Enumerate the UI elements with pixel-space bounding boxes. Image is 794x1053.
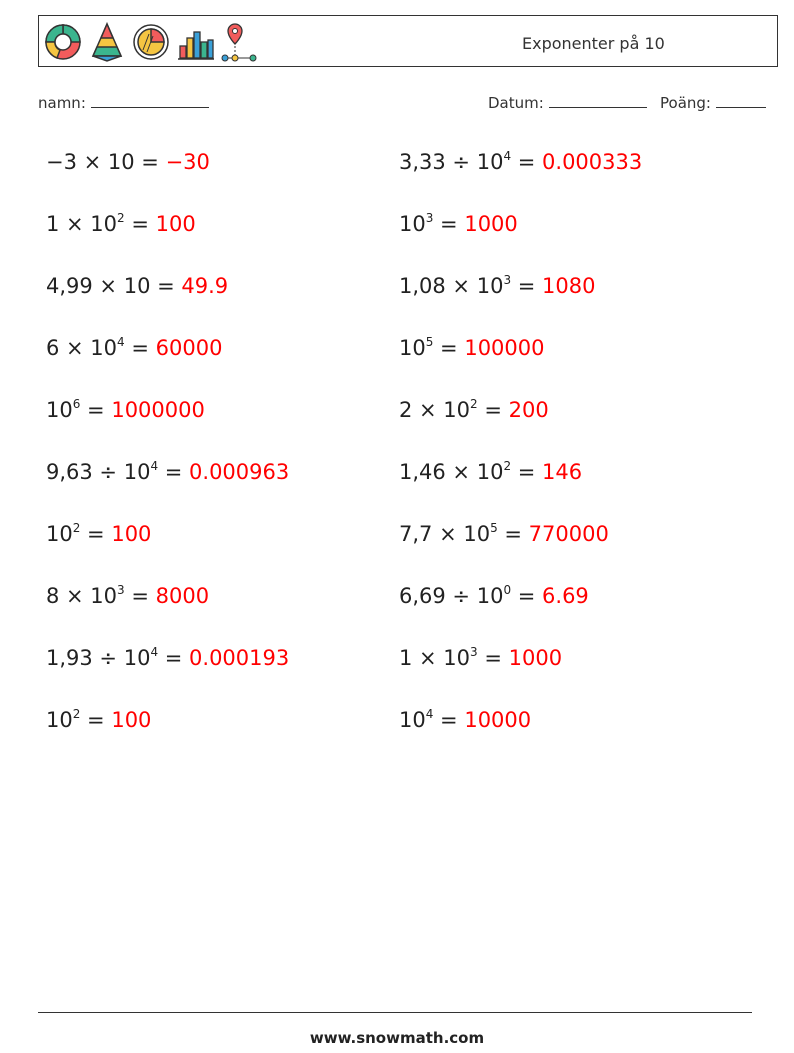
equals-sign: = bbox=[497, 522, 529, 546]
answer: 100 bbox=[155, 212, 196, 236]
problem-expression: 10 bbox=[46, 398, 73, 422]
answer: 0.000333 bbox=[542, 150, 643, 174]
date-line[interactable] bbox=[549, 93, 647, 108]
score-line[interactable] bbox=[716, 93, 766, 108]
problem-item bbox=[46, 397, 205, 423]
equals-sign: = bbox=[477, 398, 509, 422]
equals-sign: = bbox=[511, 460, 543, 484]
problem-item bbox=[46, 521, 151, 547]
worksheet-title: Exponenter på 10 bbox=[522, 34, 665, 53]
problem-expression: 4,99 × 10 bbox=[46, 274, 151, 298]
problem-item bbox=[399, 273, 595, 299]
equals-sign: = bbox=[158, 460, 190, 484]
exponent: 4 bbox=[150, 459, 159, 473]
problem-item bbox=[399, 459, 582, 485]
worksheet-header bbox=[38, 15, 778, 67]
problem-expression: −3 × 10 bbox=[46, 150, 135, 174]
problem-item bbox=[46, 459, 289, 485]
answer: 60000 bbox=[155, 336, 223, 360]
equals-sign: = bbox=[433, 212, 465, 236]
exponent: 3 bbox=[425, 211, 434, 225]
date-field bbox=[488, 93, 647, 112]
equals-sign: = bbox=[433, 708, 465, 732]
problem-expression: 1,46 × 10 bbox=[399, 460, 504, 484]
problem-expression: 8 × 10 bbox=[46, 584, 118, 608]
problem-item bbox=[46, 335, 222, 361]
problem-expression: 10 bbox=[46, 708, 73, 732]
equals-sign: = bbox=[80, 522, 112, 546]
equals-sign: = bbox=[433, 336, 465, 360]
problem-expression: 10 bbox=[399, 708, 426, 732]
equals-sign: = bbox=[134, 150, 166, 174]
answer: 100 bbox=[111, 708, 152, 732]
answer: 8000 bbox=[155, 584, 210, 608]
answer: 100000 bbox=[464, 336, 545, 360]
problem-item bbox=[46, 645, 289, 671]
answer: 1000 bbox=[508, 646, 563, 670]
map-pin-network-icon bbox=[219, 20, 259, 64]
exponent: 2 bbox=[72, 707, 81, 721]
equals-sign: = bbox=[124, 336, 156, 360]
equals-sign: = bbox=[150, 274, 182, 298]
equals-sign: = bbox=[511, 150, 543, 174]
problem-item bbox=[399, 645, 562, 671]
problem-item bbox=[46, 149, 210, 175]
exponent: 4 bbox=[150, 645, 159, 659]
pie-chart-icon bbox=[131, 20, 171, 64]
answer: 1080 bbox=[542, 274, 596, 298]
problem-expression: 10 bbox=[46, 522, 73, 546]
problem-item bbox=[399, 521, 609, 547]
exponent: 3 bbox=[503, 273, 512, 287]
problem-item bbox=[399, 211, 518, 237]
name-label: namn: bbox=[38, 94, 86, 112]
exponent: 2 bbox=[470, 397, 478, 411]
problem-item bbox=[399, 583, 589, 609]
problem-expression: 10 bbox=[399, 212, 426, 236]
problem-expression: 1,08 × 10 bbox=[399, 274, 504, 298]
problem-item bbox=[46, 273, 228, 299]
footer-divider bbox=[38, 1012, 752, 1013]
exponent: 0 bbox=[503, 583, 512, 597]
equals-sign: = bbox=[511, 584, 543, 608]
name-field bbox=[38, 93, 209, 112]
answer: −30 bbox=[165, 150, 210, 174]
answer: 6.69 bbox=[542, 584, 589, 608]
name-line[interactable] bbox=[91, 93, 209, 108]
equals-sign: = bbox=[124, 584, 156, 608]
donut-chart-icon bbox=[43, 20, 83, 64]
exponent: 3 bbox=[117, 583, 125, 597]
problem-item bbox=[399, 335, 545, 361]
header-icons bbox=[43, 20, 259, 64]
problem-expression: 9,63 ÷ 10 bbox=[46, 460, 151, 484]
problem-expression: 10 bbox=[399, 336, 426, 360]
problem-expression: 2 × 10 bbox=[399, 398, 471, 422]
problem-expression: 6 × 10 bbox=[46, 336, 118, 360]
pyramid-chart-icon bbox=[87, 20, 127, 64]
exponent: 4 bbox=[425, 707, 434, 721]
date-label: Datum: bbox=[488, 94, 544, 112]
answer: 200 bbox=[508, 398, 549, 422]
problem-item bbox=[399, 707, 531, 733]
equals-sign: = bbox=[511, 274, 543, 298]
problem-expression: 3,33 ÷ 10 bbox=[399, 150, 504, 174]
exponent: 4 bbox=[503, 149, 512, 163]
answer: 100 bbox=[111, 522, 152, 546]
answer: 0.000963 bbox=[189, 460, 290, 484]
problem-expression: 1,93 ÷ 10 bbox=[46, 646, 151, 670]
answer: 146 bbox=[542, 460, 583, 484]
problem-item bbox=[46, 707, 151, 733]
equals-sign: = bbox=[158, 646, 190, 670]
answer: 770000 bbox=[528, 522, 609, 546]
footer-url: www.snowmath.com bbox=[309, 1029, 485, 1047]
answer: 1000000 bbox=[111, 398, 205, 422]
problem-item bbox=[399, 397, 549, 423]
exponent: 2 bbox=[503, 459, 512, 473]
exponent: 2 bbox=[72, 521, 81, 535]
exponent: 5 bbox=[490, 521, 498, 535]
exponent: 4 bbox=[117, 335, 125, 349]
answer: 10000 bbox=[464, 708, 532, 732]
equals-sign: = bbox=[80, 398, 112, 422]
answer: 49.9 bbox=[181, 274, 229, 298]
problem-item bbox=[46, 583, 209, 609]
exponent: 6 bbox=[72, 397, 81, 411]
equals-sign: = bbox=[80, 708, 112, 732]
bar-chart-icon bbox=[175, 20, 215, 64]
problem-item bbox=[399, 149, 642, 175]
problem-item bbox=[46, 211, 196, 237]
equals-sign: = bbox=[477, 646, 509, 670]
exponent: 3 bbox=[470, 645, 478, 659]
problem-expression: 6,69 ÷ 10 bbox=[399, 584, 504, 608]
exponent: 2 bbox=[117, 211, 125, 225]
score-label: Poäng: bbox=[660, 94, 711, 112]
exponent: 5 bbox=[425, 335, 434, 349]
problem-expression: 7,7 × 10 bbox=[399, 522, 491, 546]
problem-expression: 1 × 10 bbox=[46, 212, 118, 236]
equals-sign: = bbox=[124, 212, 156, 236]
score-field bbox=[660, 93, 766, 112]
answer: 1000 bbox=[464, 212, 518, 236]
problem-expression: 1 × 10 bbox=[399, 646, 471, 670]
answer: 0.000193 bbox=[189, 646, 290, 670]
